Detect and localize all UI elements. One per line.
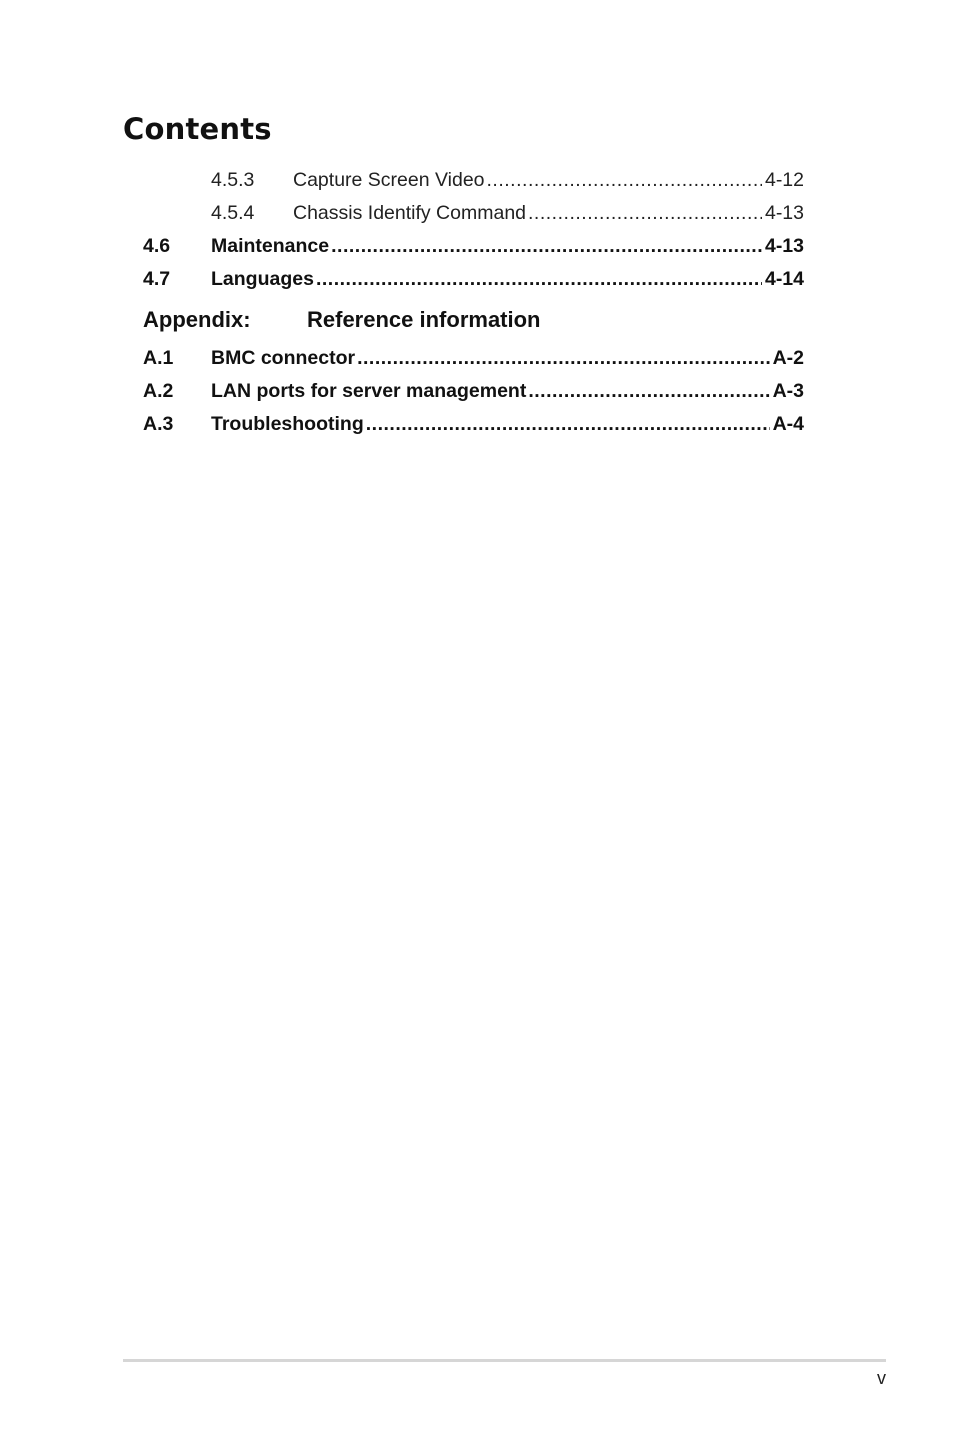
dot-leader bbox=[331, 230, 762, 263]
toc-entry-4-5-4[interactable] bbox=[143, 197, 804, 230]
dot-leader bbox=[366, 408, 770, 441]
dot-leader bbox=[528, 375, 769, 408]
toc-entry-page: 4-13 bbox=[764, 202, 804, 224]
toc-entry-4-5-3[interactable] bbox=[143, 164, 804, 197]
toc-entry-a-2[interactable] bbox=[143, 375, 804, 408]
toc-entry-page: A-2 bbox=[772, 347, 804, 369]
toc-entry-title: BMC connector bbox=[211, 347, 356, 369]
toc-entry-number: 4.5.4 bbox=[211, 202, 255, 224]
dot-leader bbox=[357, 342, 769, 375]
toc-entry-page: 4-12 bbox=[764, 169, 804, 191]
toc-entry-number: 4.7 bbox=[143, 268, 171, 290]
dot-leader bbox=[528, 197, 762, 230]
toc-entry-page: 4-13 bbox=[764, 235, 804, 257]
dot-leader bbox=[316, 263, 762, 296]
toc-entry-page: 4-14 bbox=[764, 268, 804, 290]
toc-entry-page: A-4 bbox=[772, 413, 804, 435]
page-title: Contents bbox=[123, 112, 272, 146]
appendix-heading bbox=[143, 298, 804, 342]
appendix-title: Reference information bbox=[307, 307, 541, 332]
toc-entry-a-1[interactable] bbox=[143, 342, 804, 375]
toc-entry-number: A.1 bbox=[143, 347, 174, 369]
footer-divider bbox=[123, 1359, 886, 1362]
toc-entry-page: A-3 bbox=[772, 380, 804, 402]
toc-entry-title: Languages bbox=[211, 268, 314, 290]
toc-entry-title: LAN ports for server management bbox=[211, 380, 527, 402]
dot-leader bbox=[487, 164, 762, 197]
appendix-label: Appendix: bbox=[143, 307, 251, 332]
toc-entry-title: Capture Screen Video bbox=[293, 169, 485, 191]
table-of-contents bbox=[143, 164, 804, 441]
toc-entry-4-7[interactable] bbox=[143, 263, 804, 296]
toc-entry-title: Troubleshooting bbox=[211, 413, 364, 435]
toc-entry-a-3[interactable] bbox=[143, 408, 804, 441]
toc-entry-4-6[interactable] bbox=[143, 230, 804, 263]
toc-entry-number: 4.6 bbox=[143, 235, 171, 257]
toc-entry-number: 4.5.3 bbox=[211, 169, 255, 191]
toc-entry-title: Maintenance bbox=[211, 235, 330, 257]
page-number: v bbox=[877, 1368, 886, 1388]
toc-entry-title: Chassis Identify Command bbox=[293, 202, 527, 224]
toc-entry-number: A.3 bbox=[143, 413, 174, 435]
toc-entry-number: A.2 bbox=[143, 380, 174, 402]
